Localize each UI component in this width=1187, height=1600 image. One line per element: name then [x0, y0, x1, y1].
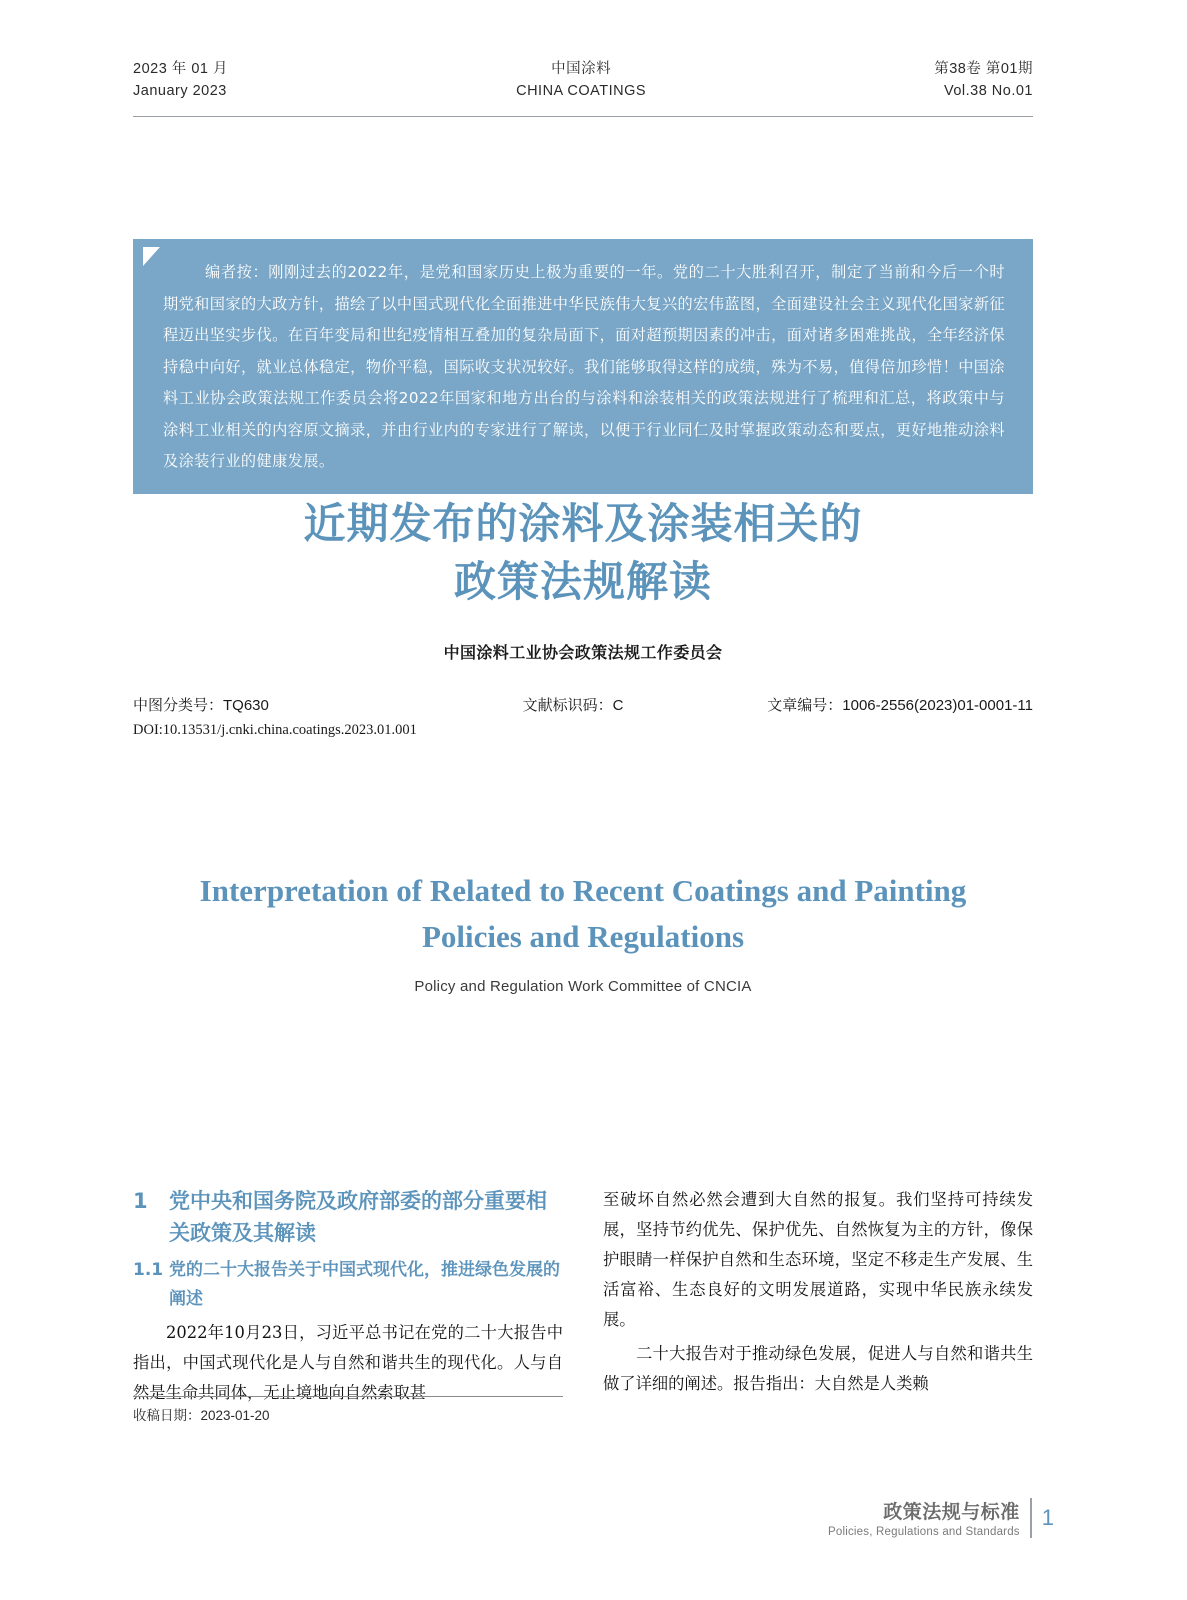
volume-issue-cn: 第38卷 第01期	[934, 61, 1033, 77]
page-title-en-line1: Interpretation of Related to Recent Coatings and Painting	[199, 873, 967, 908]
paragraph: 2022年10月23日，习近平总书记在党的二十大报告中指出，中国式现代化是人与自然和谐共生的现代化。人与自然是生命共同体，无止境地向自然索取甚	[133, 1323, 563, 1402]
section-heading-1-1	[133, 1256, 563, 1314]
running-head-left	[133, 58, 228, 102]
section-heading-1-number: 1	[133, 1189, 148, 1213]
clc-number: 中图分类号：TQ630	[133, 697, 269, 714]
footer-section-en: Policies, Regulations and Standards	[827, 1526, 1020, 1538]
article-id: 文章编号：1006-2556(2023)01-0001-11	[767, 697, 1033, 714]
section-heading-1-1-text: 党的二十大报告关于中国式现代化，推进绿色发展的阐述	[169, 1260, 560, 1309]
running-head-right	[934, 58, 1033, 102]
journal-name-cn: 中国涂料	[551, 61, 612, 77]
author-en: Policy and Regulation Work Committee of CNCIA	[414, 978, 752, 995]
issue-date-cn: 2023 年 01 月	[133, 61, 228, 77]
page-title-cn-line1: 近期发布的涂料及涂装相关的	[303, 499, 863, 548]
author-cn: 中国涂料工业协会政策法规工作委员会	[443, 643, 723, 662]
column-left	[133, 1185, 563, 1408]
flag-marker-icon	[143, 247, 160, 266]
paragraph: 至破坏自然必然会遭到大自然的报复。我们坚持可持续发展，坚持节约优先、保护优先、自然恢复为主的方针，像保护眼睛一样保护自然和生态环境，坚定不移走生产发展、生活富裕、生态良好的文明发展道路，实现中华民族永续发展。	[603, 1190, 1033, 1329]
doi: DOI:10.13531/j.cnki.china.coatings.2023.01.001	[133, 722, 417, 738]
footer-section-cn: 政策法规与标准	[883, 1501, 1020, 1523]
document-code: 文献标识码：C	[522, 697, 624, 714]
footer-section-label	[828, 1497, 1020, 1538]
issue-date-en: January 2023	[133, 83, 227, 99]
body-columns	[133, 1185, 1033, 1400]
page-number: 1	[1041, 1505, 1054, 1530]
page-title-en	[133, 868, 1033, 960]
section-heading-1	[133, 1185, 563, 1249]
page-footer	[828, 1497, 1054, 1538]
section-heading-1-1-number: 1.1	[133, 1260, 164, 1280]
paragraph: 二十大报告对于推动绿色发展，促进人与自然和谐共生做了详细的阐述。报告指出：大自然是人类赖	[603, 1344, 1033, 1393]
section-heading-1-text: 党中央和国务院及政府部委的部分重要相关政策及其解读	[169, 1189, 547, 1245]
column-right	[603, 1185, 1033, 1399]
editors-note-text: 编者按：刚刚过去的2022年，是党和国家历史上极为重要的一年。党的二十大胜利召开，制定了当前和今后一个时期党和国家的大政方针，描绘了以中国式现代化全面推进中华民族伟大复兴的宏伟蓝图，全面建设社会主义现代化国家新征程迈出坚实步伐。在百年变局和世纪疫情相互叠加的复杂局面下，面对超预期因素的冲击，面对诸多困难挑战，全年经济保持稳中向好，就业总体稳定，物价平稳，国际收支状况较好。我们能够取得这样的成绩，殊为不易，值得倍加珍惜！中国涂料工业协会政策法规工作委员会将2022年国家和地方出台的与涂料和涂装相关的政策法规进行了梳理和汇总，将政策中与涂料工业相关的内容原文摘录，并由行业内的专家进行了解读，以便于行业同仁及时掌握政策动态和要点，更好地推动涂料及涂装行业的健康发展。	[163, 263, 1005, 470]
article-meta	[133, 694, 1033, 715]
footer-divider	[1030, 1498, 1032, 1538]
page-title-en-line2: Policies and Regulations	[421, 919, 745, 954]
page-title-cn-line2: 政策法规解读	[453, 557, 712, 606]
page-title-cn	[133, 495, 1033, 611]
volume-issue-en: Vol.38 No.01	[943, 83, 1033, 99]
editors-note-box	[133, 239, 1033, 494]
journal-name-en: CHINA COATINGS	[516, 83, 647, 99]
running-head-center	[516, 58, 646, 102]
received-date-footnote: 收稿日期：2023-01-20	[133, 1396, 563, 1424]
running-head	[133, 58, 1033, 117]
